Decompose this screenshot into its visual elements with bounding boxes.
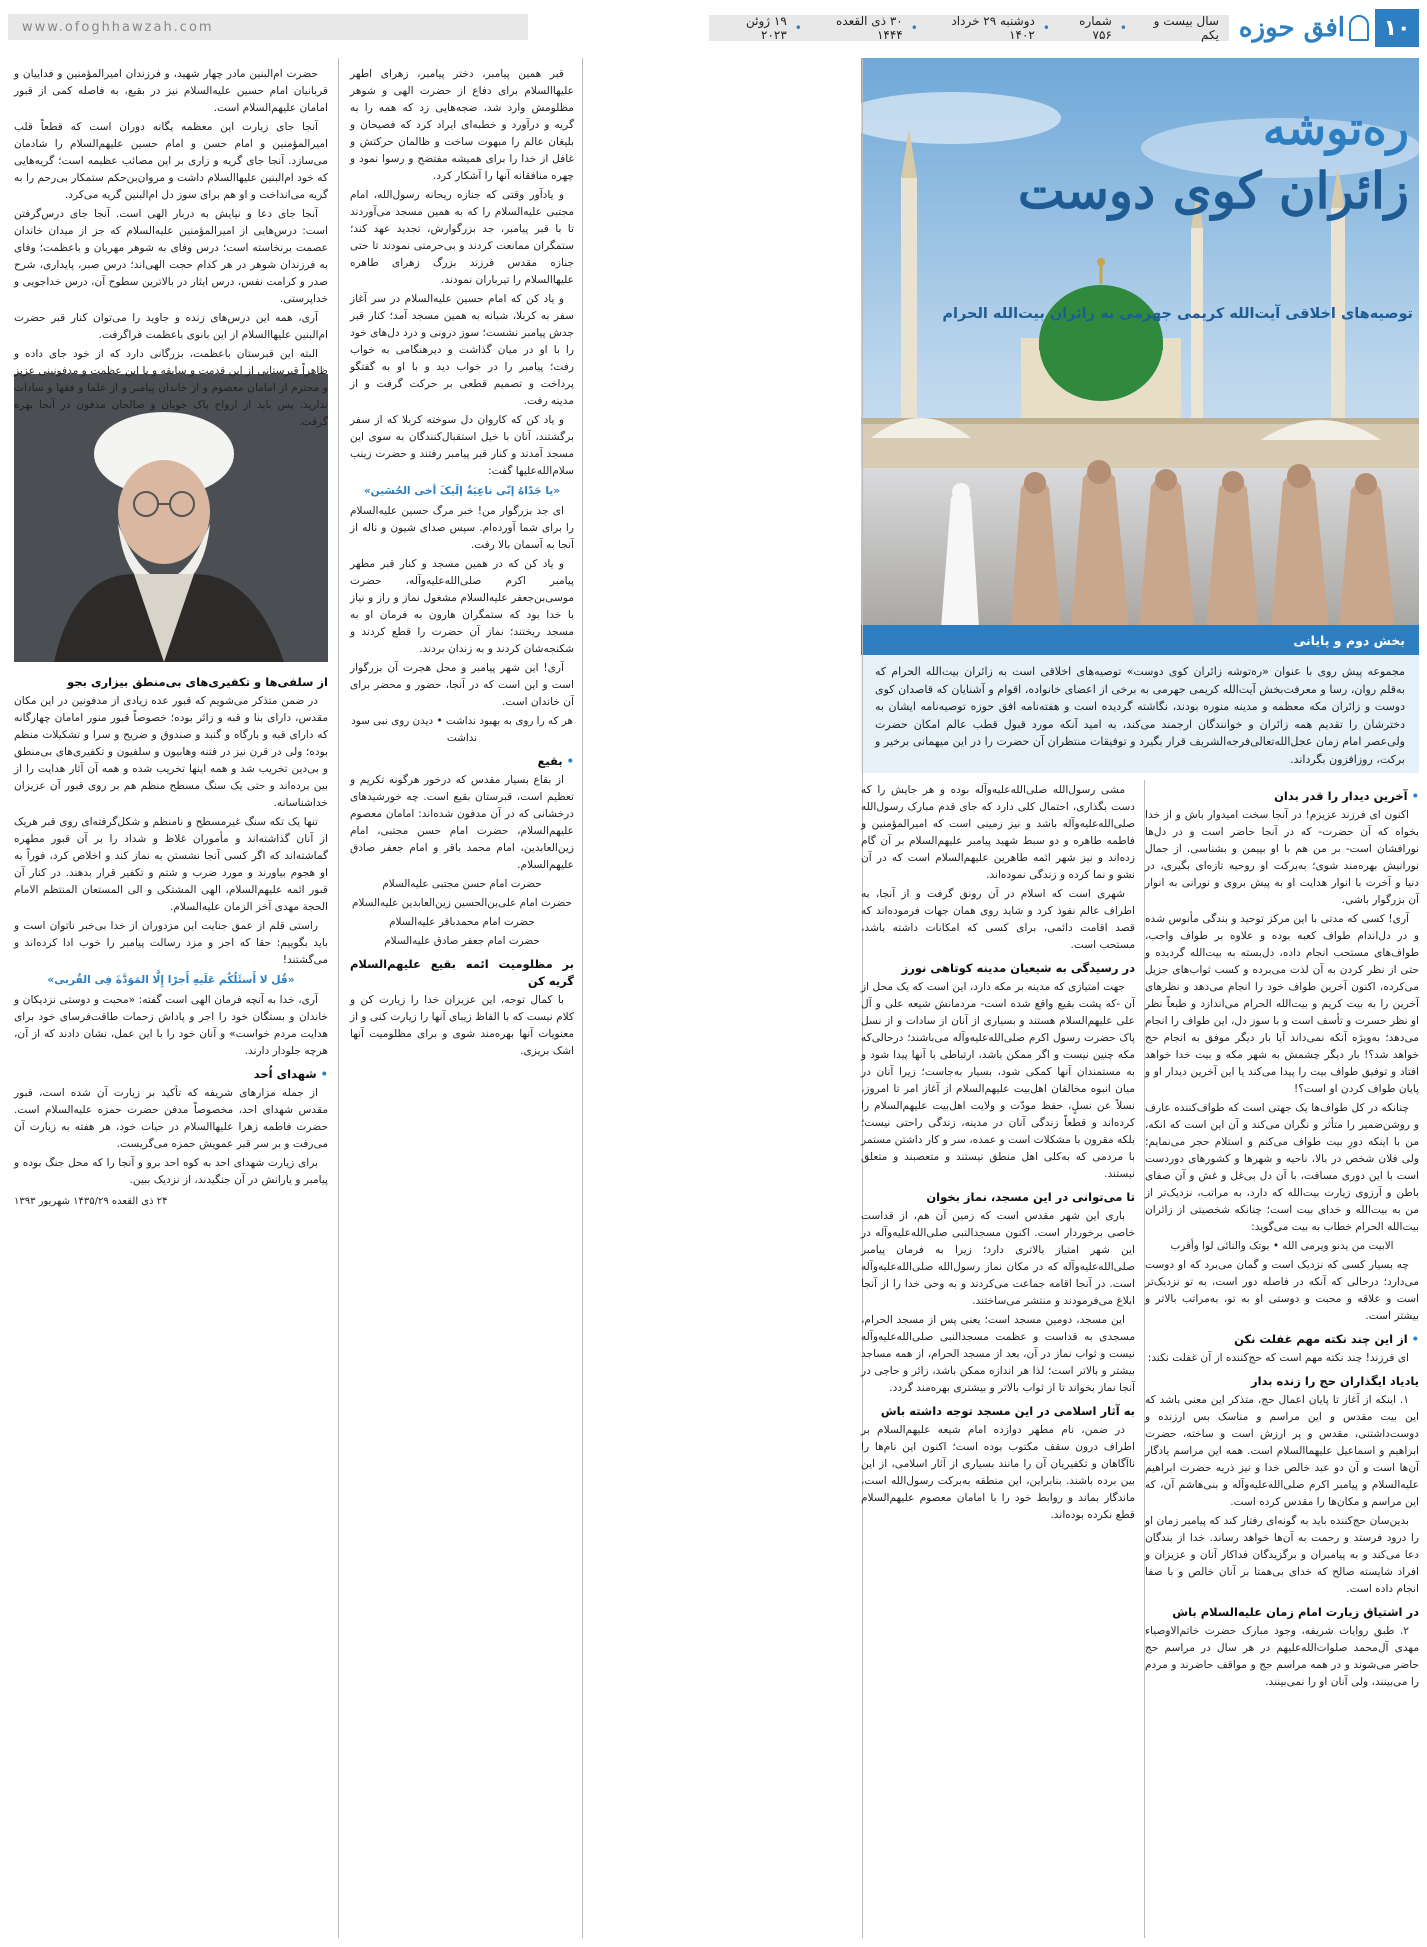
page-header <box>8 8 1419 48</box>
quote-verse: «یا جَدّاهُ إنّی ناعِیَةٌ إلَیکَ أخی الحُسَین» <box>363 485 561 497</box>
page-number: ۱۰ <box>1375 9 1419 47</box>
subheading: • آخرین دیدار را قدر بدان <box>1274 789 1419 803</box>
intro-box: مجموعه پیش روی با عنوان «ره‌توشه زائران کوی دوست» توصیه‌های اخلاقی است به زائران بیت‌الله الحرام که به‌قلم روان، رسا و معرفت‌بخش آیت‌الله کریمی جهرمی به برخی از اعضای خانواده، اقوام و آشنایان که قاصدان کوی دوست و زائران مکه معظمه و مدینه منوره بودند، نگاشته گردیده است و هفته‌نامه افق حوزه توصیه‌نامه ایشان به دخترشان را تقدیم همه زائران و خوانندگان ارجمند می‌کند، به امید آنکه مورد قبول قطب عالم امکان حضرت ولی‌عصر امام زمان عجل‌الله‌تعالی‌فرجه‌الشریف قرار بگیرد و توفیقات منتظران آن حضرت را در این میهمانی برخیر و برکت، روزافزون بگرداند. <box>861 655 1419 773</box>
paragraph: برای زیارت شهدای احد به کوه احد برو و آنجا را که محل جنگ بوده و پیامبر و یارانش در آن جنگیدند، از نزدیک ببین. <box>14 1157 328 1186</box>
list-item: حضرت امام جعفر صادق علیه‌السلام <box>384 935 540 947</box>
paragraph: چه بسیار کسی که نزدیک است و گمان می‌برد که او دوست می‌دارد؛ درحالی که آنکه در فاصله دور است، به تو نزدیک‌تر است و علاقه و محبت و دوستی او به تو، به‌مراتب بالاتر و بیشتر است. <box>1145 1259 1419 1322</box>
paragraph: در ضمن متذکر می‌شویم که قبور عده زیادی از مدفونین در این مکان مقدس، دارای بنا و قبه و زائر بوده؛ خصوصاً قبور منور امامان چهارگانه که دارای قبه و بارگاه و گنبد و صندوق و ضریح و سرا و تشکیلات منظم بوده؛ ولی در قرن نیز در فتنه وهابیون و سلفیون و تکفیری‌های بی‌منطق و بی‌دین تخریب شد و همه اینها تخریب شده و همه آن آثار هدایت را از بین برده‌اند و حتی یک سنگ مسطح منظم هم بر روی قبور آن عزیزان خداشناسانه. <box>14 695 328 809</box>
paragraph: آری! این شهر پیامبر و محل هجرت آن بزرگوار است و این است که در آنجا، حضور و محضر برای آن خاندان است. <box>350 662 574 708</box>
paragraph: اکنون ای فرزند عزیزم! در آنجا سخت امیدوار باش و از خدا بخواه که آن حضرت- که در آنجا حاضر است و در دل‌ها نورافشان است- بر من هم با او بپیمن و بشناسی. از جمال نورانیش بهره‌مند شوی؛ به‌برکت او روحیه تازه‌ای بگیری، در دنیا و آخرت با انوار هدایت او به پیش بروی و نورانی به انوار آن بزرگوار باشی. <box>1145 809 1419 906</box>
article-title: زائران کوی دوست <box>1017 161 1409 220</box>
paragraph: جهت امتیازی که مدینه بر مکه دارد، این است که یک محل از آن -که پشت بقیع واقع شده است- مردمانش شیعه علی و آل علی علیهم‌السلام هستند و بسیاری از آنان از سادات و از نسل پاک حضرت رسول اکرم صلی‌الله‌علیه‌وآله می‌باشند؛ درحالی‌که مکه چنین نیست و اگر ممکن باشد، ارتباطی با آنها پیدا شود و به مستمندان آنها کمکی شود، بسیار به‌جاست؛ زیرا آنان در میان انبوه مخالفان اهل‌بیت علیهم‌السلام از آغاز امر تا امروز، نسلاً عن نسلٍ، حفظ مودّت و ولایت اهل‌بیت علیهم‌السلام را کرده‌اند و قطعاً زندگی آنان در مدینه، زندگی راحتی نیست؛ بلکه مقرون با مشکلات است و عمده، سر و کار داشتن مستمر با مردمی که به‌کلی اهل منطق نیستند و متعصبند و متعلق نیستند. <box>861 981 1135 1180</box>
subheading: به آثار اسلامی در این مسجد توجه داشته باش <box>880 1404 1135 1418</box>
paragraph: با کمال توجه، این عزیزان خدا را زیارت کن و کلام نیست که با الفاظ زیبای آنها را زیارت کنی و از معنویات آنها بهره‌مند شوی و برای مظلومیت آنها اشک بریزی. <box>350 994 574 1057</box>
paragraph: آنجا جای زیارت این معظمه یگانه دوران است که قطعاً قلب امیرالمؤمنین و امام حسن و امام حسین علیهم‌السلام را شادمان می‌سازد. آنجا جای گریه و زاری بر این مصائب عظیمه است؛ گریه‌هایی که خود ام‌البنین علیهاالسلام داشت و مروان‌بن‌حکم ستمکار بی‌رحم را به گریه می‌انداخت و او هم برای سوز دل ام‌البنین گریه می‌کرد. <box>14 121 328 201</box>
paragraph: شهری است که اسلام در آن رونق گرفت و از آنجا، به اطراف عالم نفوذ کرد و شاید روی همان جهات فرموده‌اند که قصد اقامت دائمی، برای کسی که امکانات داشته باشد، مستحب است. <box>861 888 1135 951</box>
subheading: • بقیع <box>537 754 574 768</box>
paragraph: قبر همین پیامبر، دختر پیامبر، زهرای اطهر علیهاالسلام برای دفاع از حضرت الهی و شوهر مظلومش وارد شد، ضجه‌هایی زد که همه را به گریه و درآورد و خطبه‌ای ایراد کرد که فصیحان و بلیغان عالم را مبهوت ساخت و ظالمان حرکتش و غافل از خدا را برای همیشه مفتضح و رسوا نمود و چهره منافقانه آنها را آشکار کرد. <box>350 68 574 182</box>
paragraph: مشی رسول‌الله صلی‌الله‌علیه‌وآله بوده و هر جایش را که دست بگذاری، احتمال کلی دارد که جای قدم مبارک رسول‌الله صلی‌الله‌علیه‌وآله باشد و نیز زمینی است که امیرالمؤمنین و فاطمه طاهره و دو سبط شهید پیامبر علیهم‌السلام بر آن گام زده‌اند و نیز شهر ائمه طاهرین علیهم‌السلام است که در آن نشو و نما کرده و زندگی نموده‌اند. <box>861 784 1135 881</box>
paragraph: بدین‌سان حج‌کننده باید به گونه‌ای رفتار کند که پیامبر زمان او را درود فرستد و رحمت به آن‌ها خواهد رساند. خدا از بندگان دعا می‌کند و به پیامبران و برگزیدگان فداکار آنان و عزیزان و افراد شایسته صالح که خدای بی‌همتا بر آنان خالص و با صفا انجام داده است. <box>1145 1515 1419 1595</box>
paragraph: ۲. طبق روایات شریفه، وجود مبارک حضرت خاتم‌الاوصیاء مهدی آل‌محمد صلوات‌الله‌علیهم در هر سال در مراسم حج حاضر می‌شوند و در همه مراسم حج و مواقف حاضرند و مردم را می‌بینند، ولی آنان او را نمی‌بینند. <box>1145 1625 1419 1688</box>
column-divider <box>338 58 339 1938</box>
article-title-block <box>999 100 1409 222</box>
subheading: از سلفی‌ها و تکفیری‌های بی‌منطق بیزاری بجو <box>67 675 328 689</box>
paragraph: آری، همه این درس‌های زنده و جاوید را می‌توان کنار قبر حضرت ام‌البنین علیهاالسلام از این بانوی باعظمت فراگرفت. <box>14 312 328 341</box>
subheading: بر مظلومیت ائمه بقیع علیهم‌السلام گریه کن <box>350 957 574 988</box>
text-column-4-top <box>14 66 328 428</box>
paragraph: آری! کسی که مدتی با این مرکز توحید و بندگی مأنوس شده و در دل‌اندام طواف کعبه بوده و علاوه بر طواف واجب، طواف‌های مستحب انجام داده، دل‌بسته به بیت‌الله گردیده و حتی از نظر کردن به آن لذت می‌برده و کسب ثواب‌های جزیل می‌کرده، اکنون آخرین طواف خود را انجام می‌دهد و نظرهای آخرین را به بیت کریم و بیت‌الله الحرام می‌اندازد و طبعاً نظر او نظر حسرت و تأسف است و با سوز دل، این طواف را انجام می‌دهد؛ به‌ویژه آنکه نمی‌داند آیا بار دیگر موفق به انجام حج خواهد شد؟! بار دیگر چشمش به شهر مکه و بیت خدا خواهد افتاد و توفیق طواف بیت را پیدا می‌کند یا این آخرین دیدار او و پایان طواف کردن او است؟! <box>1145 913 1419 1095</box>
signature-date: ۲۴ ذی القعده ۱۴۳۵/۲۹ شهریور ۱۳۹۳ <box>14 1196 168 1207</box>
paragraph: و یاد کن که کاروان دل سوخته کربلا که از سفر برگشتند، آنان با خیل استقبال‌کنندگان به سوی این مسجد آمدند و کنار قبر پیامبر رفتند و حضرت زینب سلام‌الله‌علیها گفت: <box>350 414 574 477</box>
subheading: یادیاد ایگذاران حج را زنده بدار <box>1250 1374 1419 1388</box>
column-divider <box>582 58 583 1938</box>
subheading: در اشتیاق زیارت امام زمان علیه‌السلام باش <box>1172 1605 1419 1619</box>
issue-info-bar: سال بیست و یکم • شماره ۷۵۶ • دوشنبه ۲۹ خرداد ۱۴۰۲ • ۳۰ ذی القعده ۱۴۴۴ • ۱۹ ژوئن ۲۰۲۳ <box>709 15 1229 41</box>
dome-icon <box>1349 15 1369 41</box>
logo <box>1239 13 1369 43</box>
part-label: بخش دوم و پایانی <box>861 625 1419 655</box>
text-column-3 <box>350 66 574 1938</box>
paragraph: و یادآور وقتی که جنازه ریحانه رسول‌الله، امام مجتبی علیه‌السلام را که به همین مسجد می‌آوردند تا با قبر پیامبر، جد بزرگوارش، تجدید عهد کند؛ ستمگران ممانعت کردند و بی‌حرمتی نمودند تا حتی جنازه مقدس فرزند بزرگ زهرای طاهره علیهاالسلام را تیرباران نمودند. <box>350 189 574 286</box>
list-item: حضرت امام علی‌بن‌الحسین زین‌العابدین علیه‌السلام <box>352 897 572 909</box>
text-column-1 <box>1145 782 1419 1937</box>
subheading: • از این چند نکته مهم غفلت نکن <box>1234 1332 1419 1346</box>
paragraph: چنانکه در کل طواف‌ها یک جهتی است که طواف‌کننده عارف و روشن‌ضمیر را متأثر و نگران می‌کند و آن این است که انکه، من با اینکه دورِ بیت طواف می‌کنم و استلام حجر می‌نمایم؛ ولی فلان شخص در بالا، ناحیه و شهرها و کشورهای دوردست است با این دوری مسافت، با آن دل بی‌غل و غش و آن صفای باطن و آرزوی زیارت بیت‌الله که دارد، به مراتب، نزدیک‌تر از من به بیت‌الله و خدای بیت است؛ چنانکه شخصیتی از زائران بیت‌الله الحرام خطاب به بیت می‌گوید: <box>1145 1102 1419 1233</box>
website-url[interactable]: www.ofoghhawzah.com <box>8 14 528 40</box>
paragraph: تنها یک تکه سنگ غیرمسطح و نامنظم و شکل‌گرفته‌ای روی قبر هریک از آنان گذاشته‌اند و مأموران غلاظ و شداد را بر آن قبور مطهره گماشته‌اند که اگر کسی آنجا نشستن به نماز کند و اخلاص کرد، فوراً به او هجوم بیاورند و مورد ضرب و شتم و تکفیر قرار بدهند. در کنار آن قبور ائمه علیهم‌السلام، الهی المشتکی و الی المستعان المنتظم الامام الحجة مهدی آخر الزمان علیه‌السلام. <box>14 816 328 913</box>
paragraph: آری، خدا به آنچه فرمان الهی است گفته: «محبت و دوستی نزدیکان و خاندان و بستگان خود را اجر و پاداش زحمات طاقت‌فرسای خود برای هدایت مردم خواست» و آنان خود را با این عمل، نشان دادند که از آن، هرچه جلودار دارند. <box>14 994 328 1057</box>
subheading: تا می‌توانی در این مسجد، نماز بخوان <box>926 1190 1135 1204</box>
paragraph: ۱. اینکه از آغاز تا پایان اعمال حج، متذکر این معنی باشد که این بیت مقدس و این مراسم و مناسک بس ارزنده و دوست‌داشتنی، مقدس و پر ارزش است و ساخته، حضرت ابراهیم و اسماعیل علیهماالسلام است. همه این مراسم یادگار آن‌ها است و آن دو عبد خالص خدا و نیز ذریه حضرت ابراهیم علیه‌السلام و پیامبر اکرم صلی‌الله‌علیه‌وآله و بنی‌هاشم آن، که این مراسم و مکان‌ها را مقدس کرده است. <box>1145 1394 1419 1508</box>
issue-number: شماره ۷۵۶ <box>1079 14 1112 42</box>
issue-date-hijri: ۳۰ ذی القعده ۱۴۴۴ <box>836 14 903 42</box>
poem-line: هر که را روی به بهبود نداشت • دیدن روی نبی سود نداشت <box>351 715 573 744</box>
issue-date-gregorian: ۱۹ ژوئن ۲۰۲۳ <box>746 14 787 42</box>
article-subtitle: توصیه‌های اخلاقی آیت‌الله کریمی جهرمی به زائران بیت‌الله الحرام <box>942 306 1413 322</box>
paragraph: ای فرزند! چند نکته مهم است که حج‌کننده از آن غفلت نکند: <box>1147 1352 1409 1364</box>
paragraph: از جمله مزارهای شریفه که تأکید بر زیارت آن شده است، قبور مقدس شهدای احد، مخصوصاً مدفن حضرت حمزه علیه‌السلام است. حضرت فاطمه زهرا علیهاالسلام در حیات خود، هر هفته به زیارت آن می‌رفت و بر سر قبر عمویش حمزه می‌گریست. <box>14 1087 328 1150</box>
article-kicker: ره‌توشه <box>1262 101 1409 155</box>
issue-date-shamsi: دوشنبه ۲۹ خرداد ۱۴۰۲ <box>951 14 1035 42</box>
paragraph: حضرت ام‌البنین مادر چهار شهید، و فرزندان امیرالمؤمنین و فداییان و قربانیان امام حسین علیه‌السلام نیز در بقیع، به فاصله کمی از قبور امامان علیهم‌السلام است. <box>14 68 328 114</box>
list-item: حضرت امام محمدباقر علیه‌السلام <box>389 916 535 928</box>
list-item: حضرت امام حسن مجتبی علیه‌السلام <box>382 878 542 890</box>
paragraph: از بقاع بسیار مقدس که درخور هرگونه تکریم و تعظیم است، قبرستان بقیع است. چه خورشیدهای درخشانی که در آن مدفون شده‌اند: امامان معصوم علیهم‌السلام، حضرت امام حسن مجتبی، امام زین‌العابدین، امام محمد باقر و امام جعفر صادق علیهم‌السلام. <box>350 774 574 871</box>
subheading: در رسیدگی به شیعیان مدینه کوتاهی نورز <box>901 961 1135 975</box>
paragraph: این مسجد، دومین مسجد است؛ یعنی پس از مسجد الحرام، مسجدی به قداست و عظمت مسجدالنبی صلی‌الله‌علیه‌وآله نیست و ثواب نماز در آن، بعد از مسجد الحرام، از همه مساجد بیشتر و بالاتر است؛ لذا هر اندازه ممکن باشد، زائر و حاجی در آنجا نماز بخواند تا از ثواب بالاتر و بیشتری بهره‌مند گردد. <box>861 1314 1135 1394</box>
poem-line: الابیت من یدنو ویرمی الله • بوتک والنائی لوا وأقرب <box>1170 1240 1394 1252</box>
subtitle-wrap <box>865 282 1413 322</box>
paragraph: البته این قبرستان باعظمت، بزرگانی دارد که از خود جای داده و ظاهراً قبرستانی از این قدمت و سابقه و با این عظمت و مدفونینی عزیز و محترم از امامان معصوم و از خاندان پیامبر و از علما و فقها و سادات ندارید. پس باید از ارواح پاک خوبان و صالحان مدفون در آنجا بهره گرفت. <box>14 348 328 428</box>
paragraph: راستی قلم از عمق جنایت این مزدوران از خدا بی‌خبر ناتوان است و باید بگوییم: حقا که اجر و مزد رسالت پیامبر را خوب ادا کرده‌اند و می‌گشتند! <box>14 920 328 966</box>
text-column-4-bottom <box>14 668 328 1938</box>
paragraph: در ضمن، نام مطهر دوازده امام شیعه علیهم‌السلام بر اطراف درون سقف مکتوب بوده است؛ اکنون این نام‌ها را ناآگاهان و تکفیریان آن را مانند بسیاری از آثار اسلامی، از این بین برده باشند. بنابراین، این منطقه به‌برکت رسول‌الله است، ماندگار بماند و روابط خود را با امامان معصوم علیهم‌السلام قطع نکرده بوده‌اند. <box>861 1424 1135 1521</box>
paragraph: و یاد کن که امام حسین علیه‌السلام در سر آغاز سفر به کربلا، شبانه به همین مسجد آمد؛ کنار قبر جدش پیامبر نشست؛ سوز درونی و درد دل‌های خود را با او در میان گذاشت و دیرهنگامی به خواب رفت؛ پیامبر را در خواب دید و با او به گفتگو پرداخت و تصمیم قطعی بر حرکت گرفت و از مدینه رفت. <box>350 293 574 407</box>
paragraph: آنجا جای دعا و نیایش به دربار الهی است. آنجا جای درس‌گرفتن است: درس‌هایی از امیرالمؤمنین علیه‌السلام که جز از میدان خاندان عصمت برنخاسته است؛ درس وفای به شوهر مهربان و باعظمت؛ وفای به فرزندان شوهر در هر کدام حجت الهی‌اند؛ درس صبر، پایداری، شرح صدر و کرامت نفس، درس ایثار در بالاترین سطوح آن، درس خداجویی و خداپرستی. <box>14 208 328 305</box>
subheading: • شهدای اُحد <box>253 1067 328 1081</box>
logo-text: افق حوزه <box>1238 13 1345 43</box>
paragraph: ای جد بزرگوار من! خبر مرگ حسین علیه‌السلام را برای شما آورده‌ام. سپس صدای شیون و ناله از آنجا به آسمان بالا رفت. <box>350 505 574 551</box>
text-column-2 <box>861 782 1135 1937</box>
quote-verse: «قُل لا أَسئَلُکُم عَلَیهِ أَجرًا إِلَّا المَوَدَّةَ فِی القُربی» <box>47 974 295 986</box>
paragraph: باری این شهر مقدس است که زمین آن هم، از قداست خاصی برخوردار است. اکنون مسجدالنبی صلی‌الله‌علیه‌وآله در این شهر امتیاز بالاتری دارد؛ زیرا به فرمان پیامبر صلی‌الله‌علیه‌وآله که در مکان نماز رسول‌الله صلی‌الله‌علیه‌وآله است. در آنجا اقامه جماعت می‌کردند و به وحی خدا را از آنجا ابلاغ می‌فرمودند و منتشر می‌ساختند. <box>861 1210 1135 1307</box>
issue-volume: سال بیست و یکم <box>1153 14 1219 42</box>
paragraph: و یاد کن که در همین مسجد و کنار قبر مطهر پیامبر اکرم صلی‌الله‌علیه‌وآله، حضرت موسی‌بن‌جعفر علیه‌السلام مشغول نماز و راز و نیاز با خدا بود که ستمگران هارون به فرمان او به مسجد ریختند؛ نماز آن حضرت را قطع کردند و شکنجه‌شان کردند و به زندان بردند. <box>350 558 574 655</box>
